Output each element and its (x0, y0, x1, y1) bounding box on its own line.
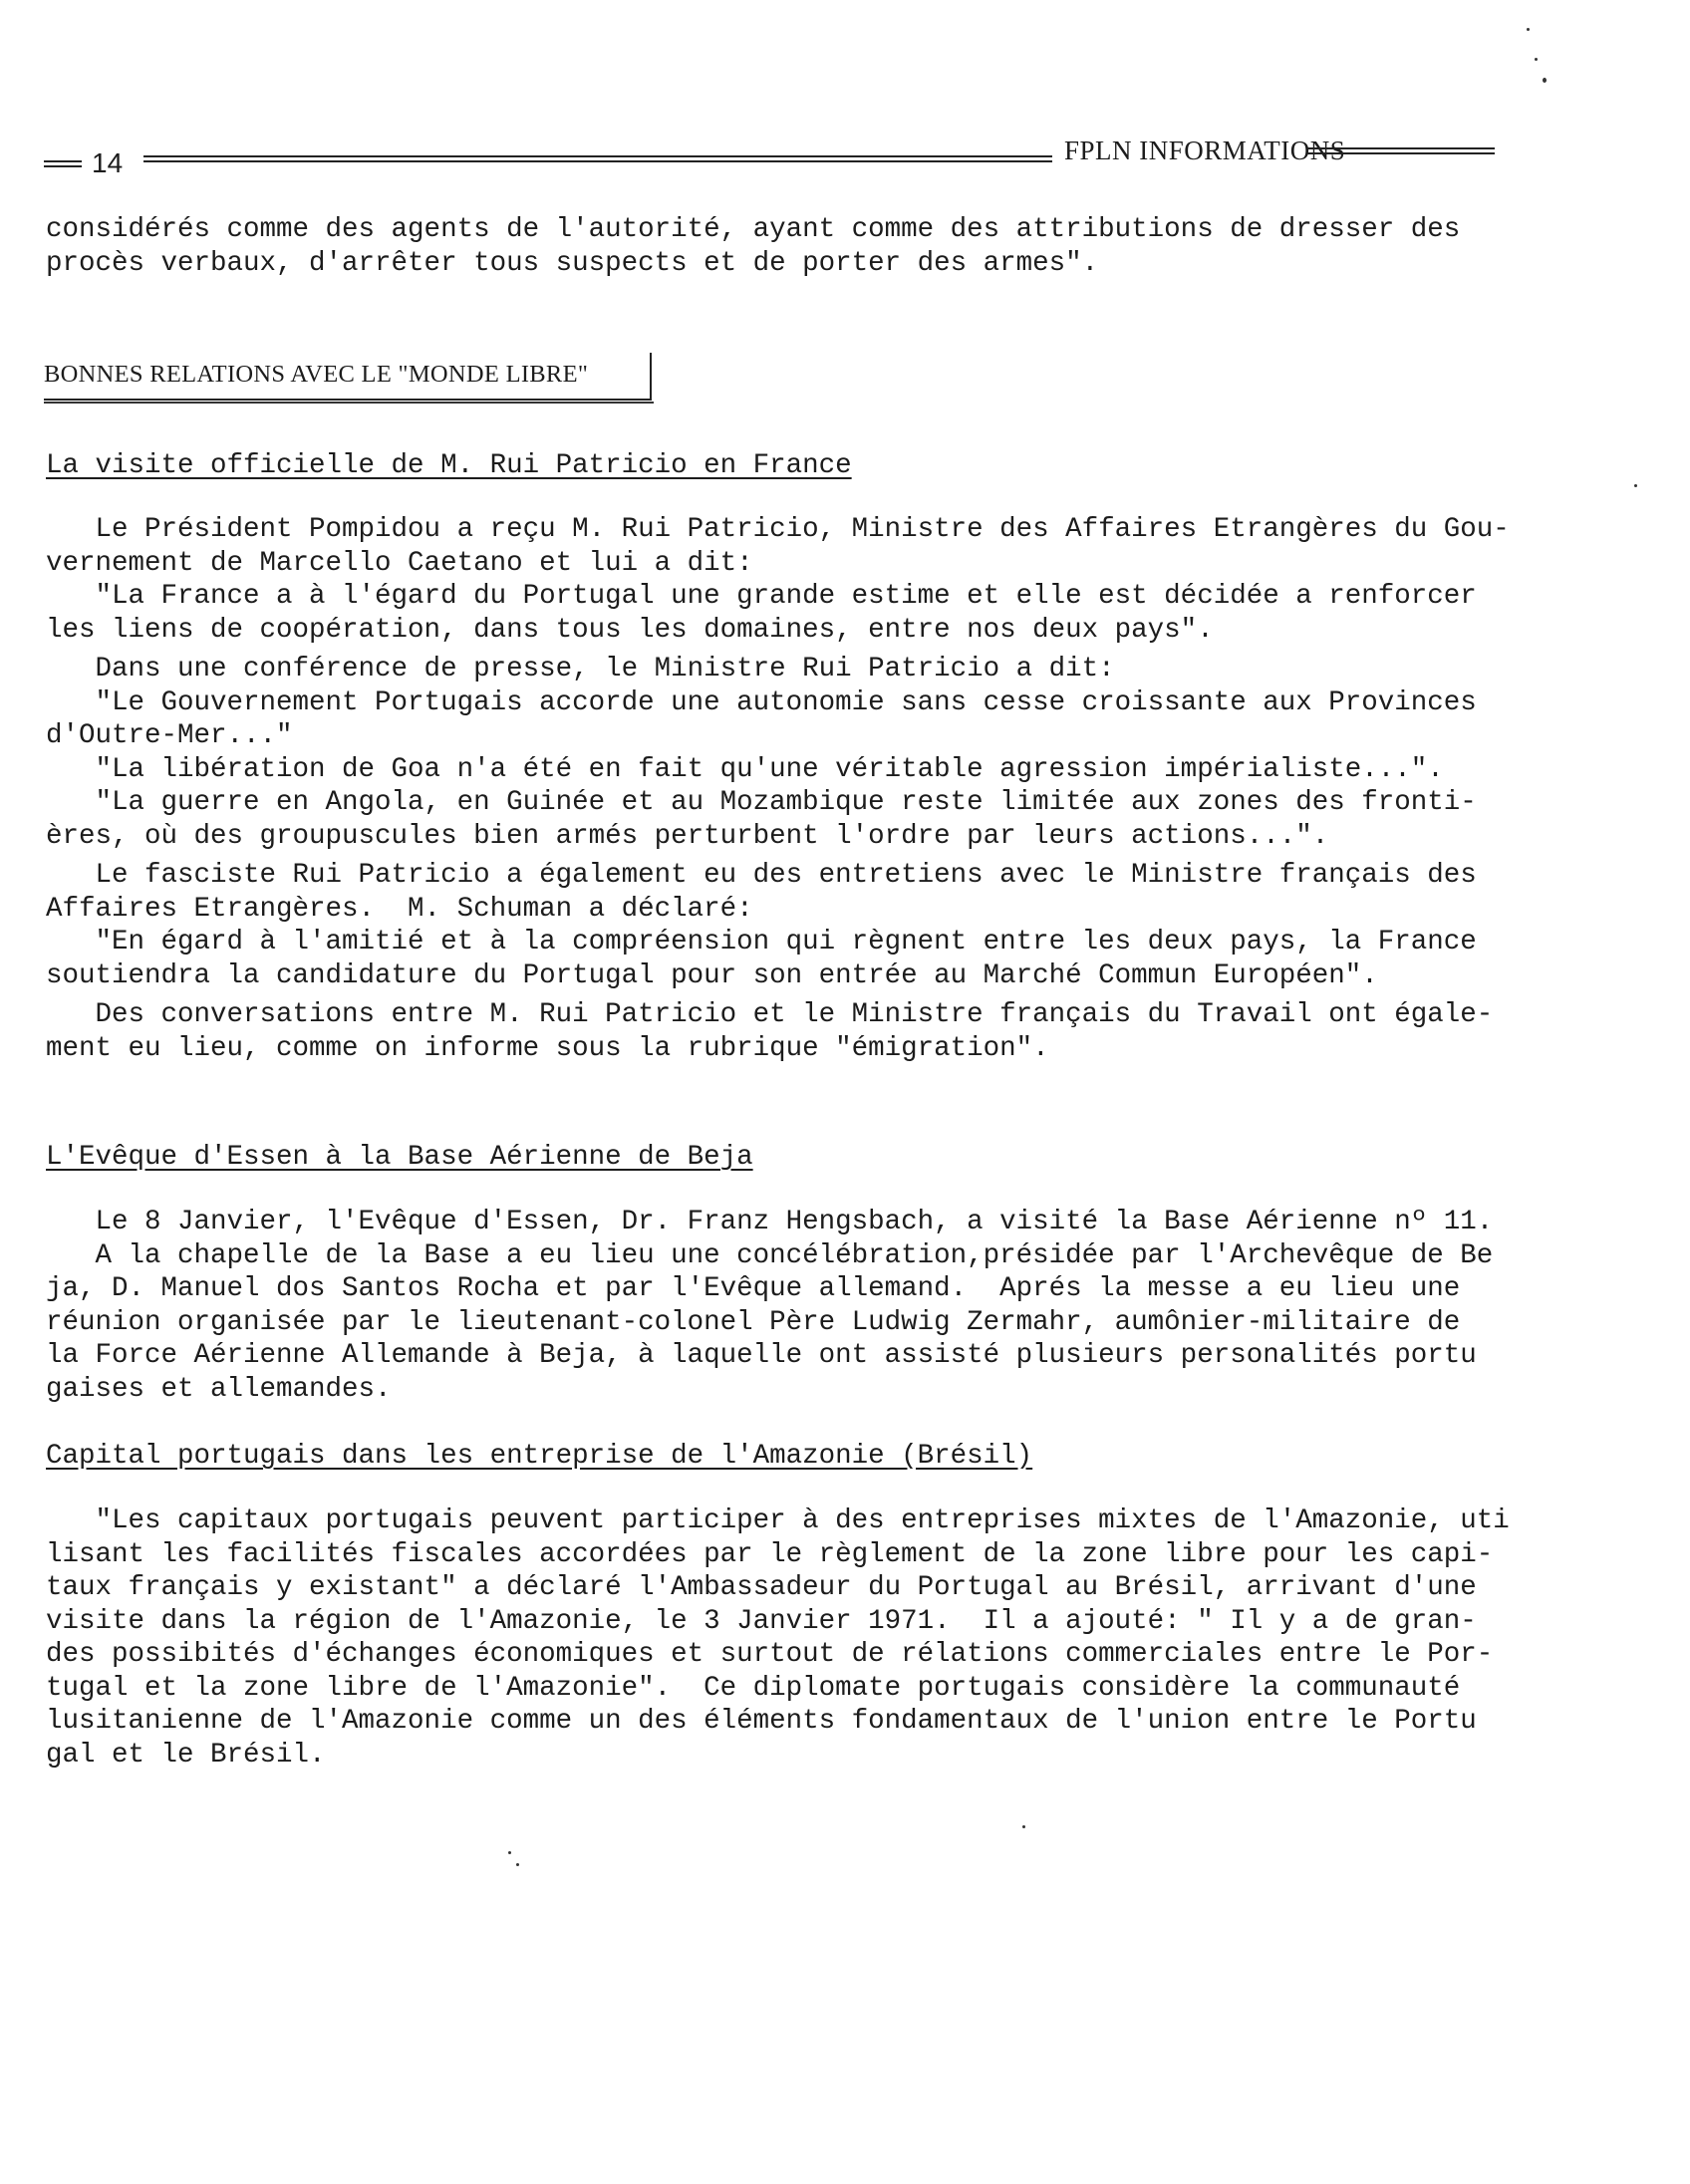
text-line: des possibités d'échanges économiques et surtout de rélations commerciales entre le Por- (46, 1639, 1494, 1670)
article-heading: La visite officielle de M. Rui Patricio en France (46, 450, 852, 481)
text-line: réunion organisée par le lieutenant-colonel Père Ludwig Zermahr, aumônier-militaire de (46, 1306, 1461, 1338)
running-header (44, 136, 1495, 178)
text-line: lisant les facilités fiscales accordées par le règlement de la zone libre pour les capi- (46, 1538, 1494, 1570)
text-line: lusitanienne de l'Amazonie comme un des éléments fondamentaux de l'union entre le Portu (46, 1706, 1477, 1737)
scan-speck (1022, 1825, 1025, 1828)
text-line: "En égard à l'amitié et à la compréension qui règnent entre les deux pays, la France (46, 927, 1477, 957)
article-heading: Capital portugais dans les entreprise de l'Amazonie (Brésil) (46, 1441, 1033, 1472)
text-line: les liens de coopération, dans tous les domaines, entre nos deux pays". (46, 614, 1214, 646)
text-line: "La guerre en Angola, en Guinée et au Mozambique reste limitée aux zones des fronti- (46, 787, 1477, 818)
section-box-underline (44, 402, 654, 404)
section-box-title: BONNES RELATIONS AVEC LE "MONDE LIBRE" (44, 361, 589, 388)
text-line: ères, où des groupuscules bien armés perturbent l'ordre par leurs actions...". (46, 820, 1329, 852)
article-body (46, 1504, 1510, 1772)
header-rule-right (1307, 147, 1495, 154)
text-line: gaises et allemandes. (46, 1373, 392, 1405)
text-line: la Force Aérienne Allemande à Beja, à laquelle ont assisté plusieurs personalités portu (46, 1340, 1477, 1371)
article-heading: L'Evêque d'Essen à la Base Aérienne de Beja (46, 1142, 753, 1173)
text-line: A la chapelle de la Base a eu lieu une concélébration,présidée par l'Archevêque de Be (46, 1239, 1494, 1271)
scan-speck (508, 1851, 511, 1854)
text-line: considérés comme des agents de l'autorité, ayant comme des attributions de dresser des (46, 214, 1461, 245)
text-line: Le Président Pompidou a reçu M. Rui Patricio, Ministre des Affaires Etrangères du Gou- (46, 514, 1510, 545)
text-line: visite dans la région de l'Amazonie, le 3 Janvier 1971. Il a ajouté: " Il y a de gran- (46, 1605, 1477, 1637)
text-line: procès verbaux, d'arrêter tous suspects et de porter des armes". (46, 247, 1099, 279)
article-body (46, 1206, 1494, 1406)
text-line: "La libération de Goa n'a été en fait qu'une véritable agression impérialiste...". (46, 753, 1444, 785)
text-line: ja, D. Manuel dos Santos Rocha et par l'Evêque allemand. Aprés la messe a eu lieu une (46, 1273, 1461, 1304)
article-body (46, 513, 1510, 1065)
text-line: Le 8 Janvier, l'Evêque d'Essen, Dr. Franz Hengsbach, a visité la Base Aérienne nº 11. (46, 1207, 1494, 1237)
header-rule-left (44, 160, 82, 167)
scan-speck (1527, 28, 1530, 31)
text-line: "Les capitaux portugais peuvent participer à des entreprises mixtes de l'Amazonie, uti (46, 1505, 1510, 1536)
text-line: taux français y existant" a déclaré l'Ambassadeur du Portugal au Brésil, arrivant d'une (46, 1572, 1477, 1603)
scan-speck (1535, 58, 1538, 61)
text-line: Affaires Etrangères. M. Schuman a déclaré: (46, 893, 753, 925)
header-rule-middle (143, 155, 1052, 162)
text-line: d'Outre-Mer..." (46, 720, 293, 751)
text-line: ment eu lieu, comme on informe sous la rubrique "émigration". (46, 1032, 1049, 1064)
text-line: Le fasciste Rui Patricio a également eu des entretiens avec le Ministre français des (46, 860, 1477, 891)
text-line: "La France a à l'égard du Portugal une grande estime et elle est décidée a renforcer (46, 581, 1477, 612)
text-line: "Le Gouvernement Portugais accorde une autonomie sans cesse croissante aux Provinces (46, 686, 1477, 718)
text-line: gal et le Brésil. (46, 1739, 326, 1771)
text-line: Dans une conférence de presse, le Ministre Rui Patricio a dit: (46, 654, 1115, 684)
running-title: FPLN INFORMATIONS (1064, 136, 1346, 165)
scan-speck (516, 1863, 519, 1866)
intro-paragraph (46, 213, 1461, 280)
text-line: soutiendra la candidature du Portugal pour son entrée au Marché Commun Européen". (46, 959, 1378, 991)
scan-speck (1634, 484, 1637, 487)
text-line: vernement de Marcello Caetano et lui a dit: (46, 547, 753, 579)
scan-speck (1543, 78, 1547, 83)
page-number: 14 (92, 147, 124, 178)
text-line: Des conversations entre M. Rui Patricio et le Ministre français du Travail ont égale- (46, 999, 1494, 1030)
text-line: tugal et la zone libre de l'Amazonie". Ce diplomate portugais considère la communauté (46, 1672, 1461, 1704)
